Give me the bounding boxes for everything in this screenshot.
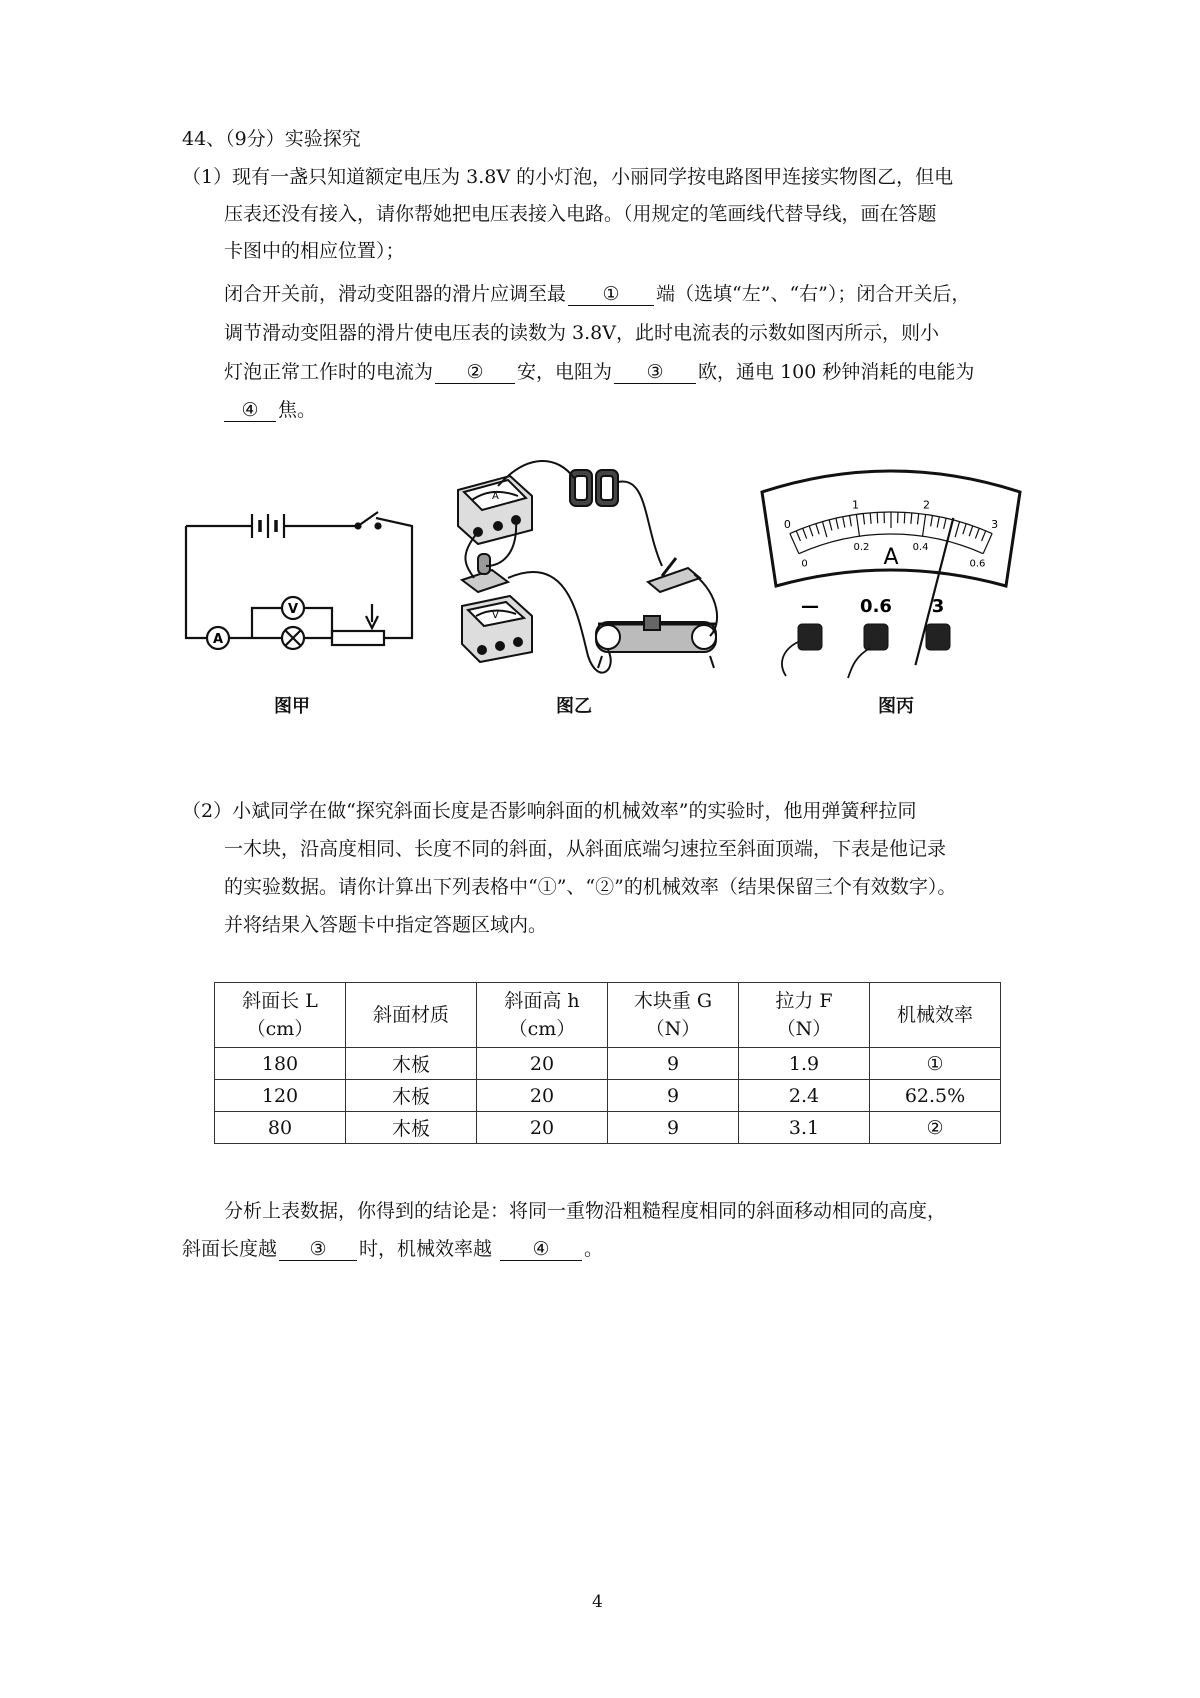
table-cell: 20 [477, 1080, 608, 1112]
header-height: 斜面高 h （cm） [477, 983, 608, 1048]
table-cell: 木板 [346, 1048, 477, 1080]
part1-line7 [224, 397, 316, 423]
table-cell: 9 [608, 1080, 739, 1112]
blank-4[interactable]: ④ [224, 399, 276, 422]
part1-line7-text: 焦。 [278, 399, 317, 421]
table-cell: 80 [215, 1112, 346, 1144]
conclusion-line2 [182, 1236, 603, 1262]
header-material: 斜面材质 [346, 983, 477, 1048]
part2-line4: 并将结果入答题卡中指定答题区域内。 [224, 914, 548, 936]
terminal-3 [926, 624, 950, 650]
blank-2[interactable]: ② [435, 361, 515, 384]
top-scale-label: 1 [852, 498, 860, 512]
dial-tick [904, 512, 905, 523]
conclusion-line1: 分析上表数据，你得到的结论是：将同一重物沿粗糙程度相同的斜面移动相同的高度， [224, 1200, 947, 1222]
terminal-label-negative: — [801, 596, 819, 617]
ammeter-dial-bing [756, 460, 1026, 680]
top-scale-label: 0 [783, 518, 791, 532]
table-cell: 62.5% [870, 1080, 1001, 1112]
caption-yi: 图乙 [556, 696, 592, 717]
apparatus-voltmeter-label: V [492, 610, 499, 621]
bottom-scale-label: 0.4 [912, 542, 929, 554]
table-cell: 1.9 [739, 1048, 870, 1080]
table-row [215, 1048, 1001, 1080]
terminal-0-6 [864, 624, 888, 650]
bottom-scale-label: 0.6 [969, 558, 986, 570]
question-header: 44、（9分）实验探究 [182, 128, 361, 150]
part1-line6-text-b: 安，电阻为 [517, 361, 613, 383]
circuit-diagram-jia [180, 490, 420, 650]
conclusion-text-c: 。 [584, 1238, 604, 1260]
caption-jia: 图甲 [274, 696, 310, 717]
table-cell: ② [870, 1112, 1001, 1144]
part1-line6 [224, 359, 974, 385]
apparatus-yi [448, 456, 738, 696]
table-cell: 20 [477, 1048, 608, 1080]
data-table [214, 982, 1001, 1144]
part2-line1: （2）小斌同学在做“探究斜面长度是否影响斜面的机械效率”的实验时，他用弹簧秤拉同 [182, 800, 917, 822]
voltmeter-symbol: V [287, 602, 299, 617]
bottom-scale-label: 0.2 [853, 542, 870, 554]
header-weight: 木块重 G （N） [608, 983, 739, 1048]
terminal-label-3: 3 [931, 596, 945, 617]
table-cell: 9 [608, 1048, 739, 1080]
part1-line4 [224, 281, 970, 307]
table-cell: 20 [477, 1112, 608, 1144]
table-cell: 9 [608, 1112, 739, 1144]
table-cell: 120 [215, 1080, 346, 1112]
part1-line5: 调节滑动变阻器的滑片使电压表的读数为 3.8V，此时电流表的示数如图丙所示，则小 [224, 322, 939, 344]
part1-line6-text-a: 灯泡正常工作时的电流为 [224, 361, 434, 383]
header-length: 斜面长 L （cm） [215, 983, 346, 1048]
conclusion-text-b: 时，机械效率越 [359, 1238, 493, 1260]
dial-unit: A [883, 545, 899, 570]
top-scale-label: 3 [991, 518, 999, 532]
apparatus-ammeter-label: A [492, 491, 499, 502]
table-cell: 3.1 [739, 1112, 870, 1144]
blank-conclusion-4[interactable]: ④ [500, 1238, 582, 1261]
blank-conclusion-3[interactable]: ③ [279, 1238, 357, 1261]
table-cell: 180 [215, 1048, 346, 1080]
table-cell: 2.4 [739, 1080, 870, 1112]
conclusion-text-a: 斜面长度越 [182, 1238, 278, 1260]
caption-bing: 图丙 [878, 696, 914, 717]
part1-line2: 压表还没有接入，请你帮她把电压表接入电路。（用规定的笔画线代替导线，画在答题 [224, 203, 937, 225]
header-efficiency: 机械效率 [870, 983, 1001, 1048]
part1-line4-text-a: 闭合开关前，滑动变阻器的滑片应调至最 [224, 283, 567, 305]
part2-line3: 的实验数据。请你计算出下列表格中“①”、“②”的机械效率（结果保留三个有效数字）。 [224, 876, 957, 898]
dial-tick [877, 512, 878, 523]
part1-line4-text-b: 端（选填“左”、“右”）；闭合开关后， [656, 283, 971, 305]
blank-1[interactable]: ① [568, 283, 654, 306]
terminal-negative [798, 624, 822, 650]
blank-3[interactable]: ③ [614, 361, 696, 384]
bottom-scale-label: 0 [801, 558, 808, 570]
table-row [215, 1112, 1001, 1144]
table-row [215, 1080, 1001, 1112]
part1-line3: 卡图中的相应位置）； [224, 240, 405, 262]
page-number: 4 [592, 1592, 603, 1612]
part1-line6-text-c: 欧，通电 100 秒钟消耗的电能为 [698, 361, 975, 383]
top-scale-label: 2 [922, 498, 930, 512]
terminal-label-0-6: 0.6 [860, 596, 892, 617]
table-header-row [215, 983, 1001, 1048]
header-pull: 拉力 F （N） [739, 983, 870, 1048]
table-cell: ① [870, 1048, 1001, 1080]
ammeter-symbol: A [212, 632, 224, 647]
part2-line2: 一木块，沿高度相同、长度不同的斜面，从斜面底端匀速拉至斜面顶端，下表是他记录 [224, 838, 947, 860]
part1-line1: （1）现有一盏只知道额定电压为 3.8V 的小灯泡，小丽同学按电路图甲连接实物图乙，但电 [182, 166, 954, 188]
table-cell: 木板 [346, 1080, 477, 1112]
table-cell: 木板 [346, 1112, 477, 1144]
